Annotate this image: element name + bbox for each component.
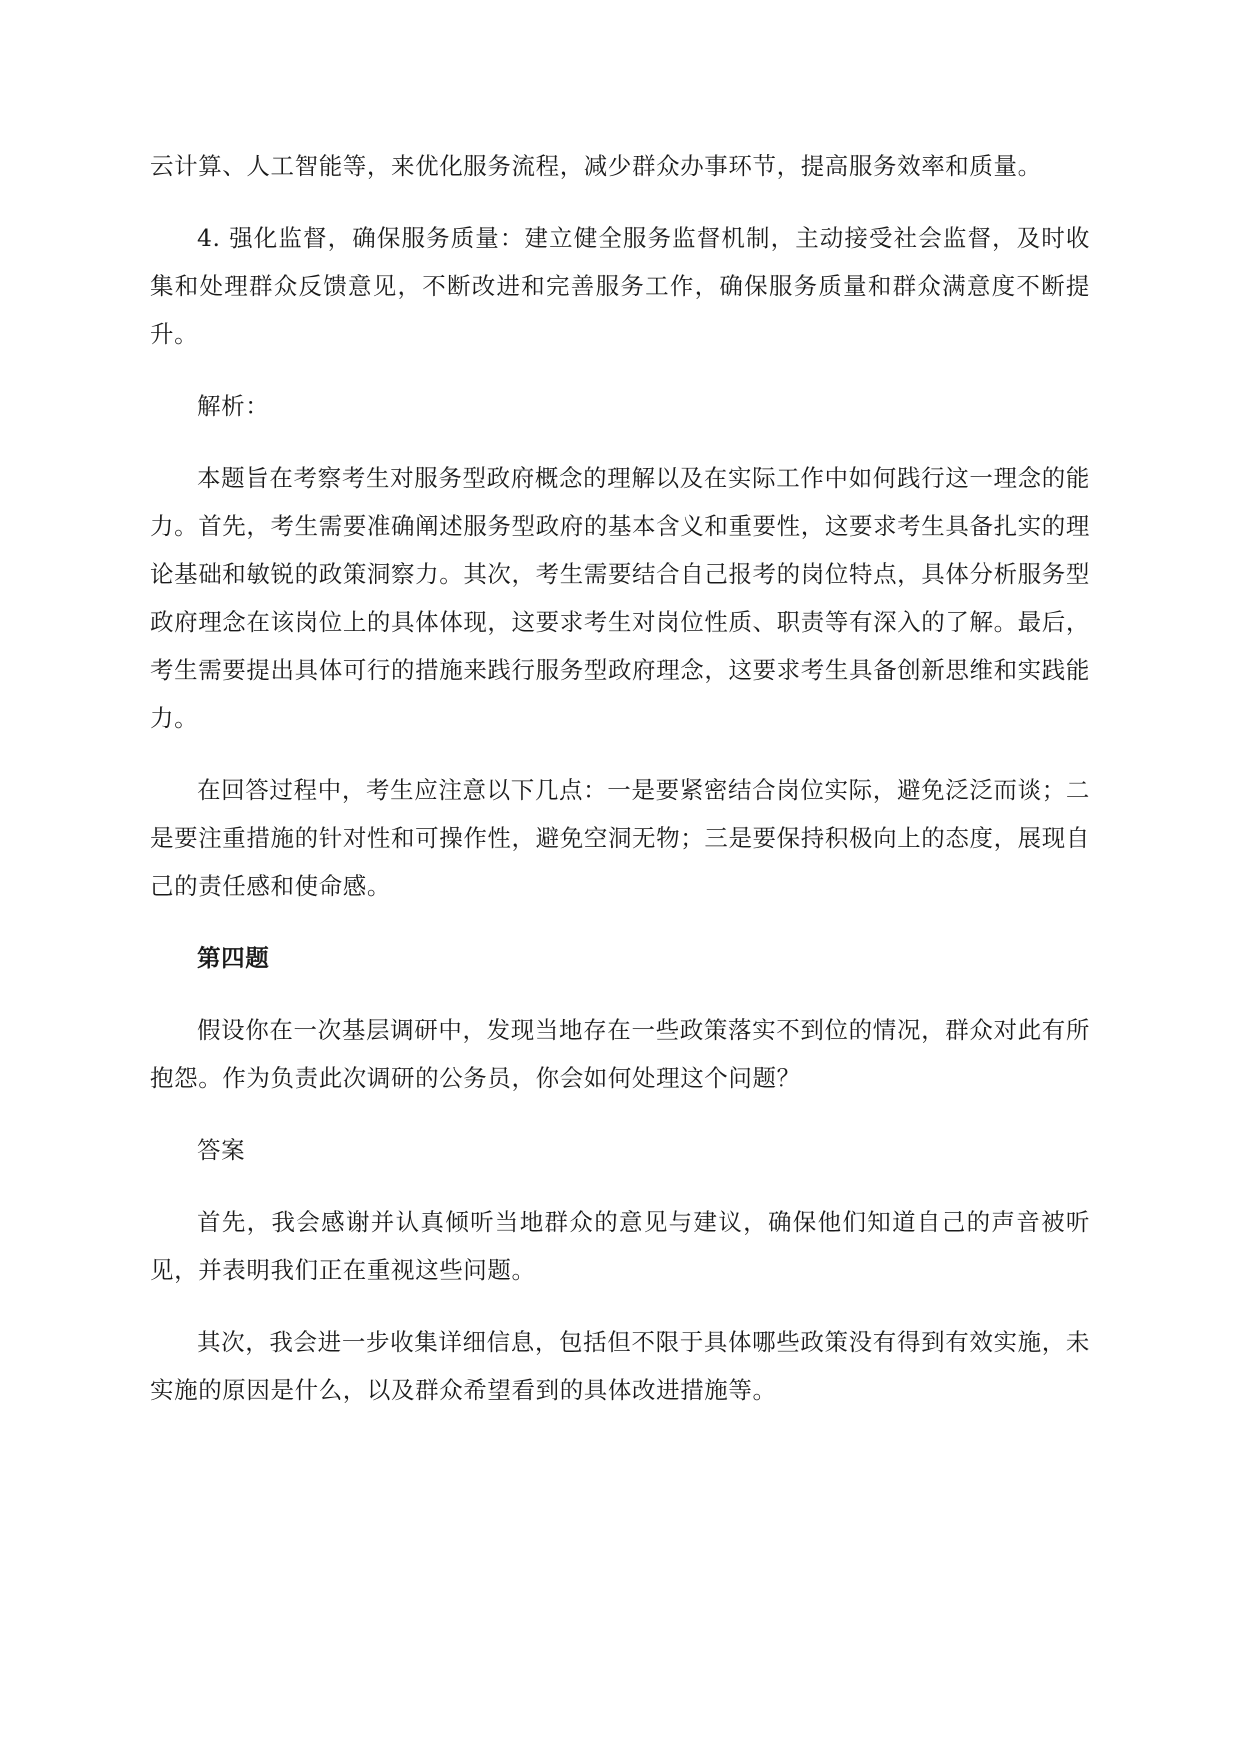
- section-heading: 第四题: [197, 944, 270, 972]
- answer-paragraph-2: 其次，我会进一步收集详细信息，包括但不限于具体哪些政策没有得到有效实施，未实施的原因是什么，以及群众希望看到的具体改进措施等。: [150, 1328, 1090, 1404]
- answer-label: 答案: [197, 1136, 246, 1164]
- measure-4-paragraph: 4. 强化监督，确保服务质量：建立健全服务监督机制，主动接受社会监督，及时收集和处理群众反馈意见，不断改进和完善服务工作，确保服务质量和群众满意度不断提升。: [150, 224, 1090, 348]
- answering-tips-paragraph: 在回答过程中，考生应注意以下几点：一是要紧密结合岗位实际，避免泛泛而谈；二是要注重措施的针对性和可操作性，避免空洞无物；三是要保持积极向上的态度，展现自己的责任感和使命感。: [150, 776, 1090, 900]
- continued-paragraph: 云计算、人工智能等，来优化服务流程，减少群众办事环节，提高服务效率和质量。: [150, 152, 1042, 180]
- question-paragraph: 假设你在一次基层调研中，发现当地存在一些政策落实不到位的情况，群众对此有所抱怨。作为负责此次调研的公务员，你会如何处理这个问题？: [150, 1016, 1090, 1092]
- page-body: [150, 142, 1090, 1438]
- analysis-paragraph: 本题旨在考察考生对服务型政府概念的理解以及在实际工作中如何践行这一理念的能力。首先，考生需要准确阐述服务型政府的基本含义和重要性，这要求考生具备扎实的理论基础和敏锐的政策洞察力。其次，考生需要结合自己报考的岗位特点，具体分析服务型政府理念在该岗位上的具体体现，这要求考生对岗位性质、职责等有深入的了解。最后，考生需要提出具体可行的措施来践行服务型政府理念，这要求考生具备创新思维和实践能力。: [150, 464, 1090, 732]
- analysis-label: 解析：: [197, 392, 270, 420]
- answer-paragraph-1: 首先，我会感谢并认真倾听当地群众的意见与建议，确保他们知道自己的声音被听见，并表明我们正在重视这些问题。: [150, 1208, 1090, 1284]
